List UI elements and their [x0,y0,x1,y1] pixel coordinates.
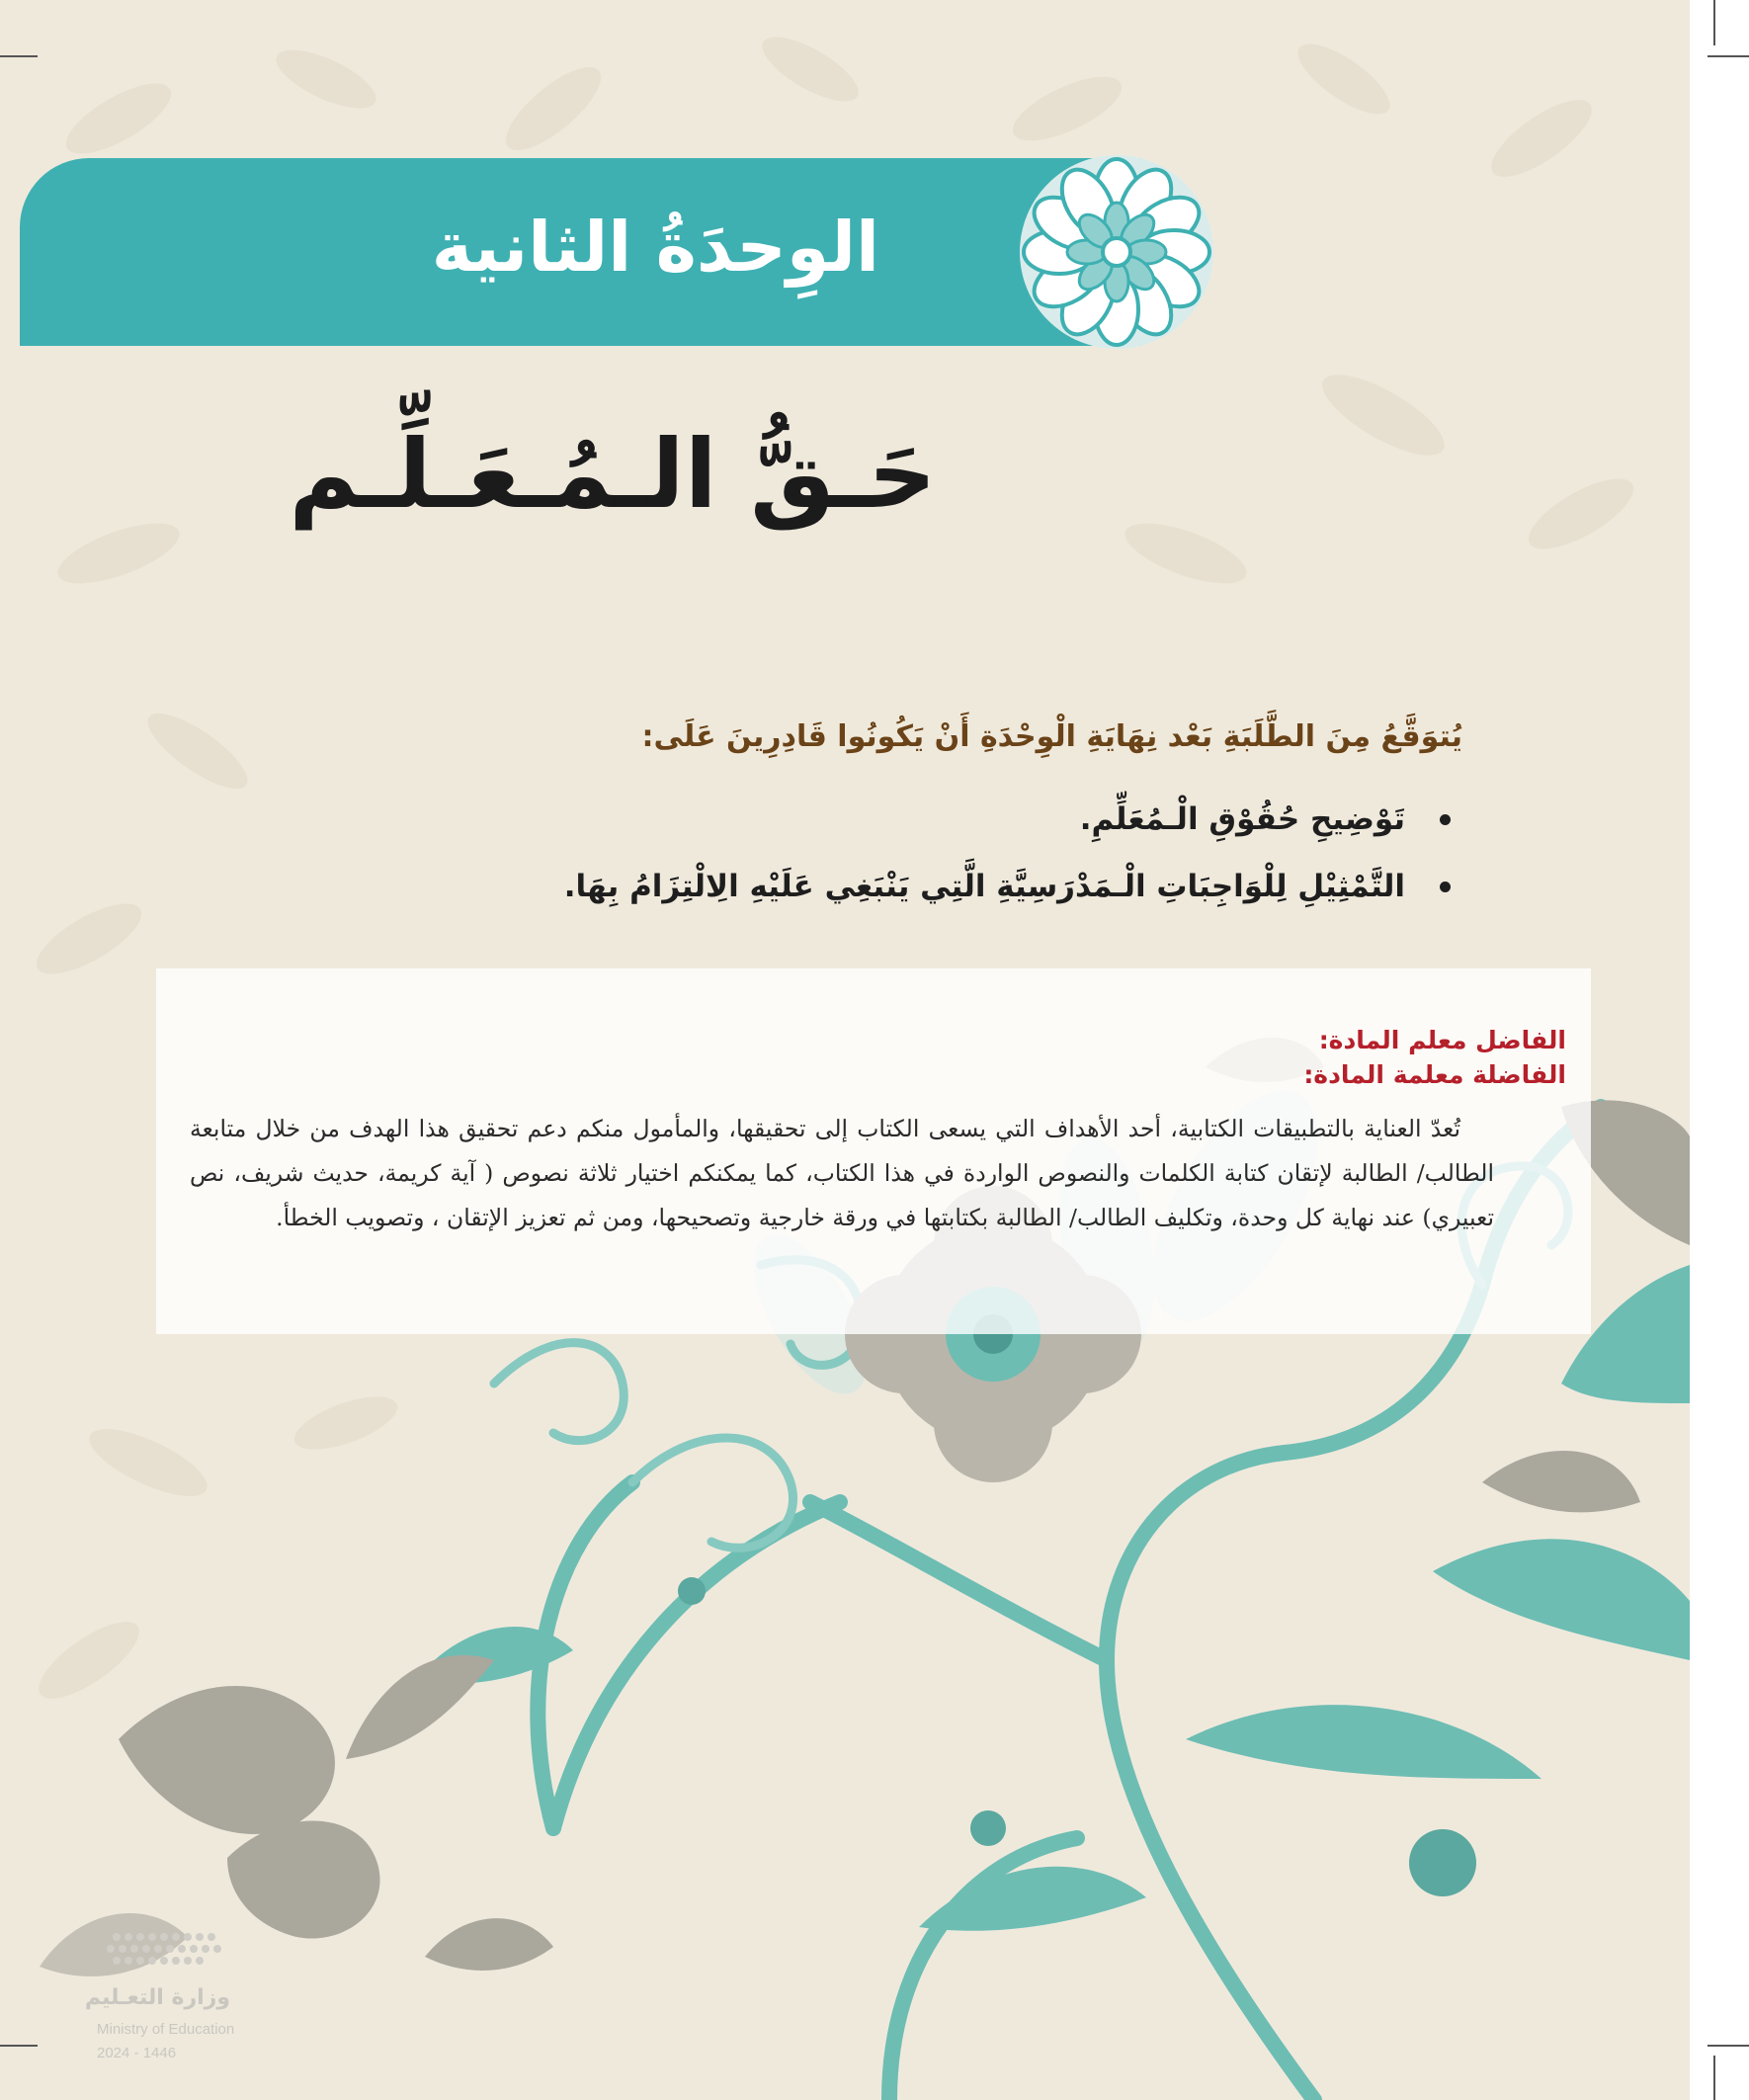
ministry-arabic-name: وزارة التعـليم [84,1985,230,2010]
crop-mark [1713,0,1715,45]
unit-title: الوِحدَةُ الثانية [431,207,879,288]
greeting-male-teacher: الفاضل معلم المادة: [1318,1026,1566,1054]
crop-mark [1707,2045,1749,2047]
teacher-note-body: تُعدّ العناية بالتطبيقات الكتابية، أحد الأهداف التي يسعى الكتاب إلى تحقيقها، والمأمول منكم دعم تحقيق هذا الهدف من خلال متابعة الطالب/ الطالبة لإتقان كتابة الكلمات والنصوص الواردة في هذا الكتاب، كما يمكنكم اختيار ثلاثة نصوص ( آية كريمة، حديث شريف، نص تعبيري) عند نهاية كل وحدة، وتكليف الطالب/ الطالبة بكتابتها في ورقة خارجية وتصحيحها، ومن ثم تعزيز الإتقان ، وتصويب الخطأ. [190,1115,1494,1231]
objectives-intro: يُتوَقَّعُ مِنَ الطَّلَبَةِ بَعْد نِهَايَةِ الْوِحْدَةِ أَنْ يَكُونُوا قَادِرِينَ عَلَى: [641,719,1462,754]
crop-mark [0,55,38,57]
ministry-of-education-logo [84,1927,294,2075]
crop-mark [1713,2056,1715,2100]
bullet-icon [1440,882,1451,892]
crop-mark [1707,55,1749,57]
objective-text: تَوْضِيحِ حُقُوْقِ الْـمُعَلِّمِ. [1079,801,1405,837]
ministry-logo-dots-icon [97,1927,235,1976]
bullet-icon [1440,814,1451,825]
ministry-english-name: Ministry of Education [97,2021,235,2038]
objective-item [563,853,1462,920]
objective-item [593,786,1462,853]
lesson-title: حَـقُّ الـمُـعَـلِّـم [289,419,937,530]
ministry-year: 2024 - 1446 [97,2045,177,2061]
objective-text: التَّمْثِيْلِ لِلْوَاجِبَاتِ الْـمَدْرَسِيَّةِ الَّتِي يَنْبَغِي عَلَيْهِ الِالْتِزَامُ بِهَا. [563,869,1405,904]
greeting-female-teacher: الفاضلة معلمة المادة: [1303,1060,1566,1089]
objectives-list [563,786,1462,920]
geometric-medallion-icon [1018,153,1215,351]
crop-mark [0,2045,38,2047]
